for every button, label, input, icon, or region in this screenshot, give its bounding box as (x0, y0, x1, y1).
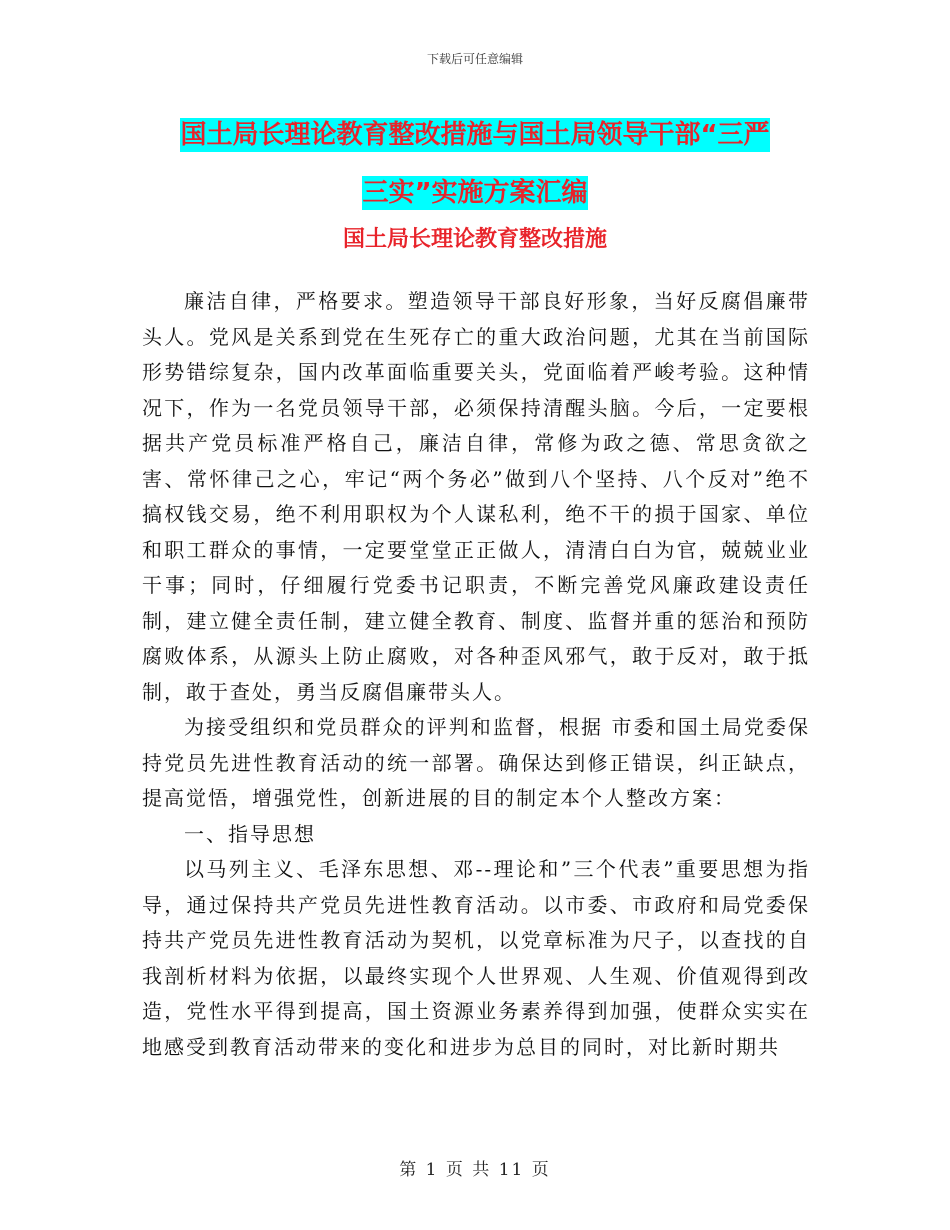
page-header-note: 下载后可任意编辑 (426, 52, 523, 66)
document-body (142, 284, 810, 1065)
document-title-line-2: 三实”实施方案汇编 (362, 178, 588, 208)
section-title: 国土局长理论教育整改措施 (342, 227, 607, 252)
paragraph-heading-guiding-thought: 一、指导思想 (184, 821, 316, 846)
document-title (140, 106, 810, 222)
page-number: 第 1 页 共 11 页 (399, 1160, 551, 1180)
paragraph-3: 以马列主义、毛泽东思想、邓--理论和”三个代表”重要思想为指导，通过保持共产党员先进性教育活动。以市委、市政府和局党委保持共产党员先进性教育活动为契机，以党章标准为尺子，以查找的自我剖析材料为依据，以最终实现个人世界观、人生观、价值观得到改造，党性水平得到提高，国土资源业务素养得到加强，使群众实实在地感受到教育活动带来的变化和进步为总目的同时，对比新时期共 (142, 857, 810, 1059)
document-title-line-1: 国土局长理论教育整改措施与国土局领导干部“三严 (180, 120, 770, 150)
paragraph-1: 廉洁自律，严格要求。塑造领导干部良好形象，当好反腐倡廉带头人。党风是关系到党在生死存亡的重大政治问题，尤其在当前国际形势错综复杂，国内改革面临重要关头，党面临着严峻考验。这种情况下，作为一名党员领导干部，必须保持清醒头脑。今后，一定要根据共产党员标准严格自己，廉洁自律，常修为政之德、常思贪欲之害、常怀律己之心，牢记“两个务必”做到八个坚持、八个反对”绝不搞权钱交易，绝不利用职权为个人谋私利，绝不干的损于国家、单位和职工群众的事情，一定要堂堂正正做人，清清白白为官，兢兢业业干事；同时，仔细履行党委书记职责，不断完善党风廉政建设责任制，建立健全责任制，建立健全教育、制度、监督并重的惩治和预防腐败体系，从源头上防止腐败，对各种歪风邪气，敢于反对，敢于抵制，敢于查处，勇当反腐倡廉带头人。 (142, 289, 810, 704)
paragraph-2: 为接受组织和党员群众的评判和监督，根据 市委和国土局党委保持党员先进性教育活动的统一部署。确保达到修正错误，纠正缺点，提高觉悟，增强党性，创新进展的目的制定本个人整改方案： (142, 715, 810, 810)
